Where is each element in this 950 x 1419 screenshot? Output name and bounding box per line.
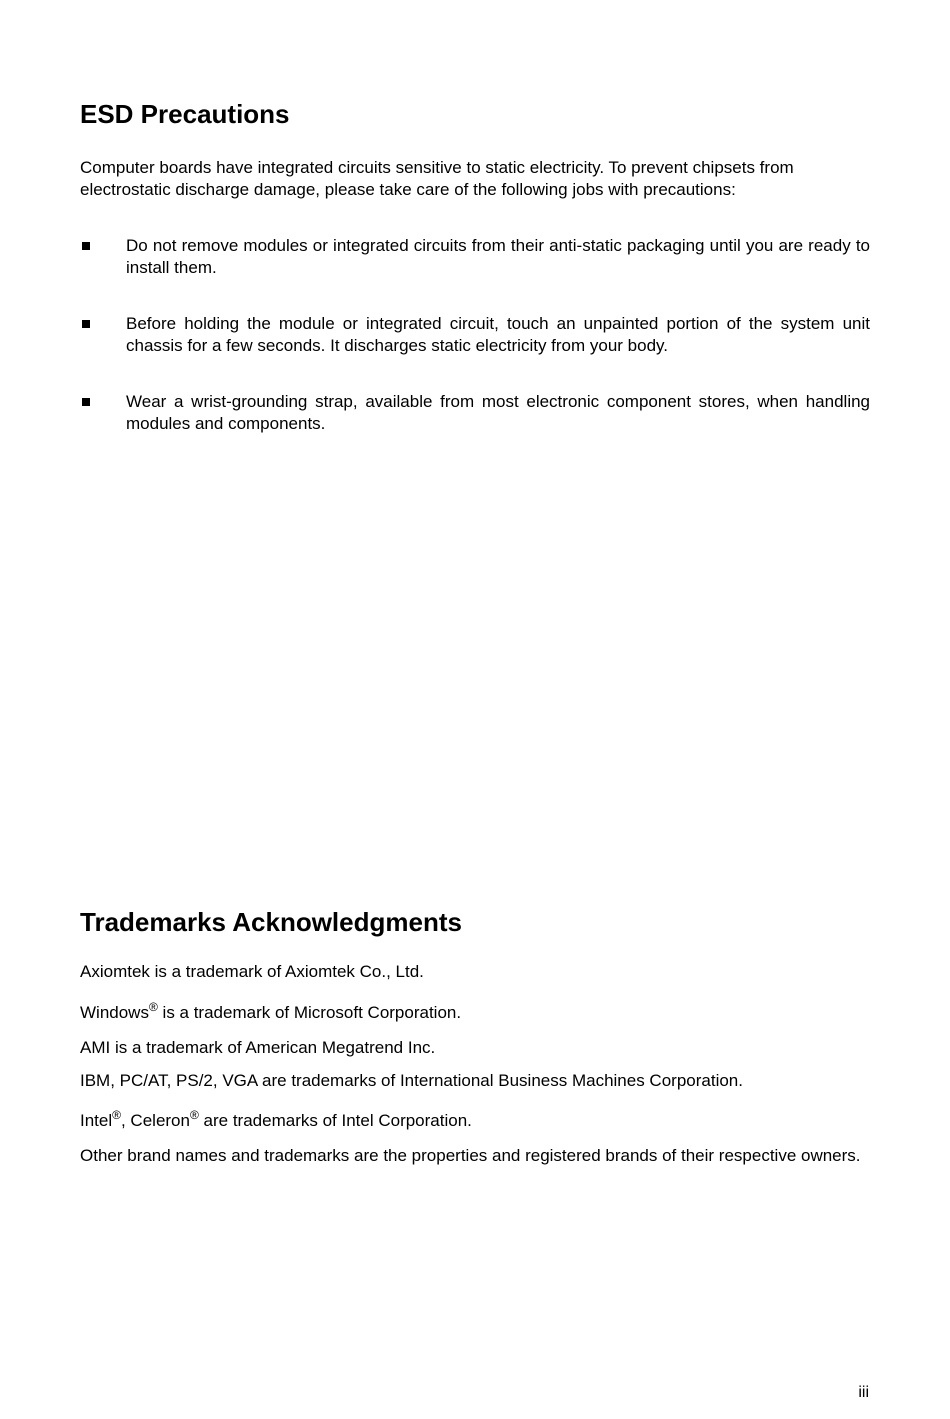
esd-bullet-text: Wear a wrist-grounding strap, available from most electronic component stores, when handling modules and components. — [126, 392, 870, 433]
square-bullet-icon — [82, 398, 90, 406]
esd-heading: ESD Precautions — [80, 99, 290, 129]
trademark-line-axiomtek: Axiomtek is a trademark of Axiomtek Co., Ltd. — [80, 962, 424, 981]
esd-bullet-item — [80, 313, 870, 357]
page-number: iii — [858, 1384, 869, 1401]
trademark-line-other: Other brand names and trademarks are the properties and registered brands of their respective owners. — [80, 1146, 861, 1165]
trademark-name: Intel — [80, 1111, 113, 1130]
esd-bullet-item — [80, 391, 870, 435]
trademark-line-intel — [80, 1110, 870, 1132]
registered-symbol: ® — [148, 1000, 158, 1014]
trademark-text: are trademarks of Intel Corporation. — [198, 1111, 472, 1130]
esd-bullet-item — [80, 235, 870, 279]
square-bullet-icon — [82, 242, 90, 250]
registered-symbol: ® — [189, 1108, 199, 1122]
esd-bullet-text: Before holding the module or integrated circuit, touch an unpainted portion of the system unit chassis for a few seconds. It discharges static electricity from your body. — [126, 314, 870, 355]
trademark-name: , Celeron — [120, 1111, 190, 1130]
trademark-name: Windows — [80, 1003, 149, 1022]
trademark-line-ami: AMI is a trademark of American Megatrend Inc. — [80, 1038, 436, 1057]
esd-bullet-text: Do not remove modules or integrated circuits from their anti-static packaging until you are ready to install them. — [126, 236, 870, 277]
trademark-line-windows — [80, 1002, 870, 1024]
trademark-line-ibm: IBM, PC/AT, PS/2, VGA are trademarks of International Business Machines Corporation. — [80, 1071, 743, 1090]
trademark-text: is a trademark of Microsoft Corporation. — [157, 1003, 462, 1022]
trademarks-heading: Trademarks Acknowledgments — [80, 907, 462, 937]
esd-intro: Computer boards have integrated circuits sensitive to static electricity. To prevent chipsets from electrostatic discharge damage, please take care of the following jobs with precautions: — [80, 158, 794, 199]
square-bullet-icon — [82, 320, 90, 328]
registered-symbol: ® — [112, 1108, 121, 1122]
